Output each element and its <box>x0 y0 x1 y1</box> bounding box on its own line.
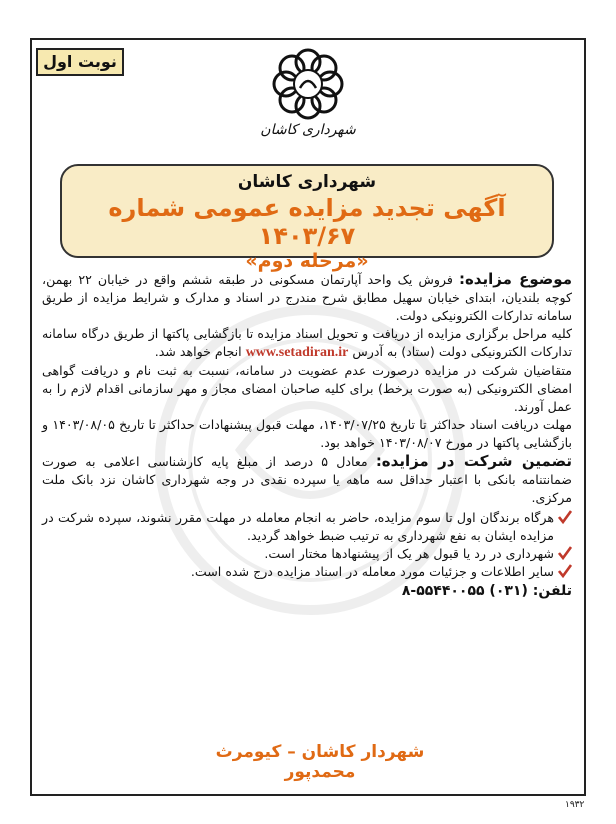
organization-name: شهرداری کاشان <box>237 172 377 192</box>
phone-label: تلفن: <box>532 583 572 599</box>
guarantee-label: تضمین شرکت در مزایده: <box>375 452 572 470</box>
guarantee-text: معادل ۵ درصد از مبلغ پایه کارشناسی اعلامی به صورت ضمانتنامه بانکی با اعتبار حداقل سه ماهه یا سپرده نقدی در وجه شهرداری کاشان نزد بانک ملت مرکزی. <box>42 454 572 505</box>
ad-stage: «مرحله دوم» <box>245 250 369 272</box>
subject-text: فروش یک واحد آپارتمان مسکونی در طبقه ششم واقع در خیابان ۲۲ بهمن، کوچه بلندیان، ابتدای خیابان سهیل مطابق شرح مندرج در اسناد و مدارک و شرایط مزایده از طریق سامانه تدارکات الکترونیکی دولت. <box>42 272 572 323</box>
guarantee-paragraph <box>42 452 572 507</box>
list-item <box>42 563 572 581</box>
title-box <box>60 164 554 272</box>
deadlines-paragraph: مهلت دریافت اسناد حداکثر تا تاریخ ۱۴۰۳/۰۷/۲۵، مهلت قبول پیشنهادات حداکثر تا تاریخ ۱۴۰۳/۰۸/۰۵ و بازگشایی پاکتها در مورخ ۱۴۰۳/۰۸/۰۷ خواهد بود. <box>42 417 572 450</box>
ad-title: آگهی تجدید مزایده عمومی شماره ۱۴۰۳/۶۷ <box>108 194 506 250</box>
condition-text: شهرداری در رد یا قبول هر یک از پیشنهادها مختار است. <box>264 546 554 561</box>
conditions-list <box>42 509 572 581</box>
kashan-municipality-logo-icon <box>268 44 348 124</box>
condition-text: هرگاه برندگان اول تا سوم مزایده، حاضر به انجام معامله در مهلت مقرر نشوند، سپرده شرکت در مزایده ایشان به نفع شهرداری به ترتیب ضبط خواهد گردید. <box>42 510 554 543</box>
process-text: کلیه مراحل برگزاری مزایده از دریافت و تحویل اسناد مزایده تا بازگشایی پاکتها از طریق درگاه سامانه تدارکات الکترونیکی دولت (ستاد) به آدرس <box>42 326 572 359</box>
subject-paragraph <box>42 270 572 325</box>
list-item <box>42 545 572 563</box>
phone-number: ۸-۵۵۴۴۰۰۵۵ (۰۳۱) <box>401 583 528 599</box>
list-item <box>42 509 572 545</box>
signature: شهردار کاشان – کیومرث محمدپور <box>215 742 425 782</box>
ad-body <box>42 270 572 600</box>
reference-number: ۱۹۳۲ <box>565 800 585 810</box>
setadiran-link[interactable]: www.setadiran.ir <box>245 345 349 360</box>
logo-caption: شهرداری کاشان <box>260 122 356 138</box>
process-paragraph <box>42 325 572 362</box>
phone-line <box>42 582 572 600</box>
publication-badge: نوبت اول <box>36 48 124 76</box>
checkmark-icon <box>558 546 572 560</box>
subject-label: موضوع مزایده: <box>458 270 572 288</box>
applicants-paragraph: متقاضیان شرکت در مزایده درصورت عدم عضویت در سامانه، نسبت به ثبت نام و دریافت گواهی امضای الکترونیکی (به صورت برخط) برای کلیه صاحبان امضای مجاز و مهر سازمانی اقدام لازم را به عمل آورند. <box>42 363 572 414</box>
checkmark-icon <box>558 564 572 578</box>
checkmark-icon <box>558 510 572 524</box>
condition-text: سایر اطلاعات و جزئیات مورد معامله در اسناد مزایده درج شده است. <box>190 564 554 579</box>
process-suffix: انجام خواهد شد. <box>154 344 242 359</box>
